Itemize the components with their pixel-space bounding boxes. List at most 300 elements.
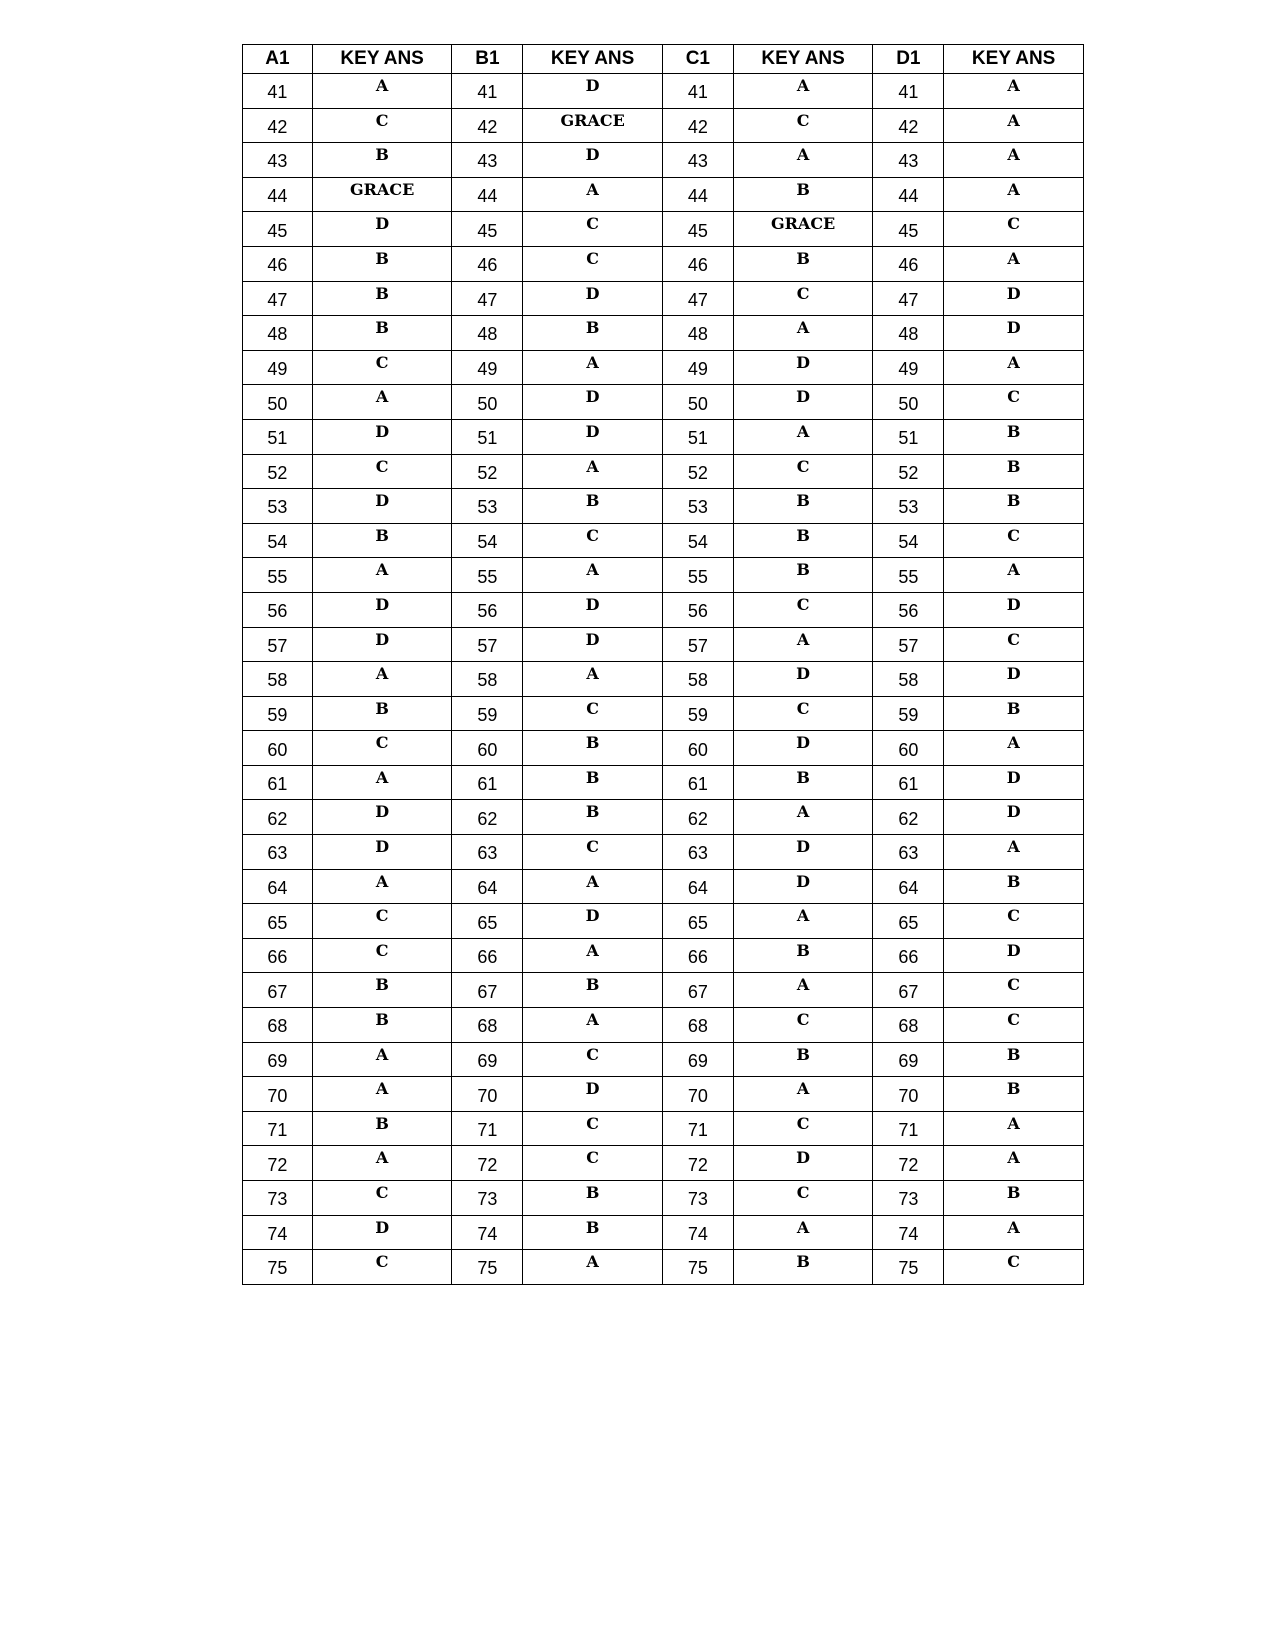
- answer-key-cell: D: [312, 627, 452, 662]
- question-number-cell: 58: [873, 662, 944, 697]
- header-row: [243, 45, 1084, 74]
- table-row: [243, 108, 1084, 143]
- answer-key-cell: C: [733, 1008, 873, 1043]
- answer-key-cell: D: [312, 489, 452, 524]
- answer-key-cell: A: [944, 1215, 1084, 1250]
- answer-key-cell: B: [523, 1215, 663, 1250]
- answer-key-cell: C: [944, 904, 1084, 939]
- question-number-cell: 59: [452, 696, 523, 731]
- question-number-cell: 59: [243, 696, 313, 731]
- answer-key-cell: D: [944, 938, 1084, 973]
- question-number-cell: 61: [662, 765, 733, 800]
- answer-key-cell: B: [523, 731, 663, 766]
- table-row: [243, 592, 1084, 627]
- question-number-cell: 46: [662, 246, 733, 281]
- table-row: [243, 938, 1084, 973]
- answer-key-cell: B: [523, 973, 663, 1008]
- question-number-cell: 67: [243, 973, 313, 1008]
- question-number-cell: 43: [662, 143, 733, 178]
- question-number-cell: 45: [873, 212, 944, 247]
- answer-key-cell: A: [312, 1146, 452, 1181]
- question-number-cell: 63: [873, 835, 944, 870]
- question-number-cell: 58: [662, 662, 733, 697]
- question-number-cell: 42: [873, 108, 944, 143]
- question-number-cell: 52: [662, 454, 733, 489]
- table-row: [243, 1181, 1084, 1216]
- question-number-cell: 41: [243, 74, 313, 109]
- table-row: [243, 350, 1084, 385]
- question-number-cell: 55: [873, 558, 944, 593]
- question-number-cell: 52: [452, 454, 523, 489]
- answer-key-cell: GRACE: [523, 108, 663, 143]
- question-number-cell: 54: [243, 523, 313, 558]
- question-number-cell: 45: [662, 212, 733, 247]
- answer-key-cell: D: [523, 74, 663, 109]
- set-d1-key-header: KEY ANS: [944, 45, 1084, 74]
- answer-key-cell: B: [523, 765, 663, 800]
- answer-key-cell: C: [312, 938, 452, 973]
- answer-key-cell: A: [944, 1146, 1084, 1181]
- answer-key-cell: B: [312, 246, 452, 281]
- answer-key-cell: D: [312, 592, 452, 627]
- question-number-cell: 48: [243, 316, 313, 351]
- question-number-cell: 68: [452, 1008, 523, 1043]
- question-number-cell: 63: [662, 835, 733, 870]
- question-number-cell: 45: [452, 212, 523, 247]
- answer-key-cell: C: [733, 696, 873, 731]
- answer-key-cell: A: [944, 143, 1084, 178]
- question-number-cell: 69: [243, 1042, 313, 1077]
- question-number-cell: 51: [662, 419, 733, 454]
- question-number-cell: 58: [243, 662, 313, 697]
- table-row: [243, 523, 1084, 558]
- question-number-cell: 50: [873, 385, 944, 420]
- answer-key-cell: D: [523, 627, 663, 662]
- question-number-cell: 73: [452, 1181, 523, 1216]
- table-row: [243, 869, 1084, 904]
- answer-key-cell: A: [944, 74, 1084, 109]
- table-row: [243, 1042, 1084, 1077]
- answer-key-cell: B: [733, 938, 873, 973]
- answer-key-cell: B: [312, 1111, 452, 1146]
- question-number-cell: 52: [873, 454, 944, 489]
- answer-key-cell: D: [733, 731, 873, 766]
- answer-key-cell: A: [733, 74, 873, 109]
- answer-key-cell: B: [523, 316, 663, 351]
- answer-key-cell: A: [523, 454, 663, 489]
- question-number-cell: 64: [662, 869, 733, 904]
- answer-key-cell: C: [944, 627, 1084, 662]
- table-row: [243, 246, 1084, 281]
- answer-key-cell: C: [944, 385, 1084, 420]
- question-number-cell: 66: [873, 938, 944, 973]
- answer-key-cell: B: [312, 143, 452, 178]
- answer-key-cell: B: [523, 800, 663, 835]
- question-number-cell: 59: [662, 696, 733, 731]
- answer-key-cell: D: [312, 835, 452, 870]
- question-number-cell: 54: [662, 523, 733, 558]
- answer-key-cell: B: [733, 523, 873, 558]
- answer-key-cell: A: [312, 662, 452, 697]
- question-number-cell: 70: [873, 1077, 944, 1112]
- question-number-cell: 67: [662, 973, 733, 1008]
- answer-key-cell: B: [733, 246, 873, 281]
- question-number-cell: 48: [452, 316, 523, 351]
- answer-key-table: [242, 44, 1084, 1285]
- answer-key-cell: A: [733, 316, 873, 351]
- answer-key-cell: C: [944, 523, 1084, 558]
- answer-key-cell: A: [733, 419, 873, 454]
- answer-key-cell: D: [523, 592, 663, 627]
- answer-key-cell: B: [944, 1042, 1084, 1077]
- table-row: [243, 1215, 1084, 1250]
- question-number-cell: 57: [452, 627, 523, 662]
- question-number-cell: 67: [873, 973, 944, 1008]
- question-number-cell: 56: [452, 592, 523, 627]
- answer-key-cell: D: [523, 281, 663, 316]
- question-number-cell: 73: [243, 1181, 313, 1216]
- question-number-cell: 53: [452, 489, 523, 524]
- answer-key-cell: D: [523, 385, 663, 420]
- table-row: [243, 489, 1084, 524]
- question-number-cell: 56: [873, 592, 944, 627]
- answer-key-cell: A: [733, 904, 873, 939]
- question-number-cell: 75: [662, 1250, 733, 1285]
- question-number-cell: 57: [243, 627, 313, 662]
- table-row: [243, 904, 1084, 939]
- question-number-cell: 64: [873, 869, 944, 904]
- question-number-cell: 43: [452, 143, 523, 178]
- question-number-cell: 66: [662, 938, 733, 973]
- table-row: [243, 385, 1084, 420]
- answer-key-cell: A: [733, 800, 873, 835]
- table-row: [243, 316, 1084, 351]
- answer-key-cell: D: [944, 592, 1084, 627]
- answer-key-cell: C: [944, 973, 1084, 1008]
- question-number-cell: 69: [662, 1042, 733, 1077]
- answer-key-cell: A: [944, 177, 1084, 212]
- question-number-cell: 44: [662, 177, 733, 212]
- question-number-cell: 69: [452, 1042, 523, 1077]
- table-row: [243, 627, 1084, 662]
- question-number-cell: 61: [243, 765, 313, 800]
- question-number-cell: 45: [243, 212, 313, 247]
- answer-key-cell: C: [312, 731, 452, 766]
- question-number-cell: 43: [873, 143, 944, 178]
- answer-key-cell: A: [944, 1111, 1084, 1146]
- answer-key-cell: A: [523, 558, 663, 593]
- question-number-cell: 56: [662, 592, 733, 627]
- answer-key-cell: C: [312, 1250, 452, 1285]
- answer-key-cell: A: [733, 1215, 873, 1250]
- answer-key-cell: A: [523, 1250, 663, 1285]
- question-number-cell: 49: [243, 350, 313, 385]
- table-row: [243, 800, 1084, 835]
- answer-key-cell: C: [733, 1181, 873, 1216]
- answer-key-cell: A: [944, 835, 1084, 870]
- answer-key-cell: A: [523, 177, 663, 212]
- question-number-cell: 43: [243, 143, 313, 178]
- question-number-cell: 68: [243, 1008, 313, 1043]
- set-c1-header: C1: [662, 45, 733, 74]
- question-number-cell: 75: [452, 1250, 523, 1285]
- question-number-cell: 72: [243, 1146, 313, 1181]
- question-number-cell: 50: [662, 385, 733, 420]
- question-number-cell: 68: [873, 1008, 944, 1043]
- answer-key-cell: D: [733, 835, 873, 870]
- table-row: [243, 731, 1084, 766]
- question-number-cell: 42: [662, 108, 733, 143]
- answer-key-cell: B: [523, 489, 663, 524]
- answer-key-cell: C: [312, 108, 452, 143]
- question-number-cell: 53: [873, 489, 944, 524]
- question-number-cell: 71: [662, 1111, 733, 1146]
- question-number-cell: 62: [243, 800, 313, 835]
- question-number-cell: 65: [873, 904, 944, 939]
- question-number-cell: 72: [873, 1146, 944, 1181]
- question-number-cell: 61: [873, 765, 944, 800]
- table-row: [243, 281, 1084, 316]
- question-number-cell: 49: [873, 350, 944, 385]
- question-number-cell: 47: [452, 281, 523, 316]
- table-row: [243, 74, 1084, 109]
- question-number-cell: 44: [243, 177, 313, 212]
- question-number-cell: 55: [243, 558, 313, 593]
- question-number-cell: 68: [662, 1008, 733, 1043]
- answer-key-cell: D: [944, 281, 1084, 316]
- question-number-cell: 60: [452, 731, 523, 766]
- answer-key-cell: B: [944, 1077, 1084, 1112]
- answer-key-cell: B: [944, 419, 1084, 454]
- question-number-cell: 51: [243, 419, 313, 454]
- question-number-cell: 57: [662, 627, 733, 662]
- answer-key-cell: A: [944, 731, 1084, 766]
- answer-key-cell: A: [523, 869, 663, 904]
- answer-key-cell: C: [523, 212, 663, 247]
- question-number-cell: 55: [662, 558, 733, 593]
- answer-key-cell: A: [312, 1042, 452, 1077]
- answer-key-cell: C: [523, 1111, 663, 1146]
- question-number-cell: 65: [243, 904, 313, 939]
- question-number-cell: 46: [873, 246, 944, 281]
- answer-key-cell: D: [312, 212, 452, 247]
- table-row: [243, 177, 1084, 212]
- answer-key-cell: C: [312, 454, 452, 489]
- answer-key-cell: D: [733, 869, 873, 904]
- answer-key-cell: D: [312, 1215, 452, 1250]
- question-number-cell: 41: [873, 74, 944, 109]
- question-number-cell: 44: [452, 177, 523, 212]
- answer-key-cell: D: [523, 419, 663, 454]
- answer-key-cell: C: [523, 835, 663, 870]
- question-number-cell: 58: [452, 662, 523, 697]
- answer-key-cell: GRACE: [312, 177, 452, 212]
- answer-key-cell: B: [733, 489, 873, 524]
- answer-key-cell: B: [944, 489, 1084, 524]
- table-row: [243, 1146, 1084, 1181]
- answer-key-cell: A: [312, 765, 452, 800]
- table-row: [243, 765, 1084, 800]
- question-number-cell: 57: [873, 627, 944, 662]
- question-number-cell: 53: [243, 489, 313, 524]
- answer-key-cell: A: [312, 558, 452, 593]
- question-number-cell: 66: [243, 938, 313, 973]
- question-number-cell: 48: [662, 316, 733, 351]
- question-number-cell: 49: [662, 350, 733, 385]
- question-number-cell: 65: [662, 904, 733, 939]
- answer-key-cell: B: [312, 523, 452, 558]
- answer-key-cell: C: [523, 523, 663, 558]
- table-row: [243, 662, 1084, 697]
- answer-key-cell: B: [944, 1181, 1084, 1216]
- question-number-cell: 70: [662, 1077, 733, 1112]
- answer-key-cell: A: [312, 74, 452, 109]
- answer-key-cell: C: [733, 454, 873, 489]
- question-number-cell: 72: [452, 1146, 523, 1181]
- question-number-cell: 62: [662, 800, 733, 835]
- table-row: [243, 696, 1084, 731]
- table-row: [243, 419, 1084, 454]
- question-number-cell: 42: [452, 108, 523, 143]
- answer-key-cell: B: [312, 973, 452, 1008]
- answer-key-cell: B: [733, 1042, 873, 1077]
- question-number-cell: 47: [243, 281, 313, 316]
- answer-key-cell: D: [733, 385, 873, 420]
- question-number-cell: 54: [452, 523, 523, 558]
- question-number-cell: 42: [243, 108, 313, 143]
- question-number-cell: 50: [452, 385, 523, 420]
- answer-key-cell: C: [523, 246, 663, 281]
- answer-key-cell: C: [733, 281, 873, 316]
- answer-key-cell: D: [312, 800, 452, 835]
- answer-key-cell: A: [312, 869, 452, 904]
- question-number-cell: 51: [452, 419, 523, 454]
- question-number-cell: 71: [243, 1111, 313, 1146]
- question-number-cell: 74: [452, 1215, 523, 1250]
- question-number-cell: 72: [662, 1146, 733, 1181]
- table-row: [243, 1077, 1084, 1112]
- answer-key-cell: C: [523, 1146, 663, 1181]
- question-number-cell: 56: [243, 592, 313, 627]
- question-number-cell: 53: [662, 489, 733, 524]
- question-number-cell: 74: [662, 1215, 733, 1250]
- answer-key-cell: B: [312, 281, 452, 316]
- table-body: [243, 74, 1084, 1285]
- answer-key-cell: D: [523, 1077, 663, 1112]
- answer-key-cell: B: [312, 1008, 452, 1043]
- set-a1-header: A1: [243, 45, 313, 74]
- question-number-cell: 70: [452, 1077, 523, 1112]
- answer-key-cell: A: [312, 385, 452, 420]
- question-number-cell: 66: [452, 938, 523, 973]
- answer-key-cell: C: [523, 1042, 663, 1077]
- answer-key-cell: A: [944, 108, 1084, 143]
- set-a1-key-header: KEY ANS: [312, 45, 452, 74]
- table-row: [243, 212, 1084, 247]
- question-number-cell: 44: [873, 177, 944, 212]
- question-number-cell: 65: [452, 904, 523, 939]
- answer-key-cell: A: [733, 1077, 873, 1112]
- question-number-cell: 47: [662, 281, 733, 316]
- question-number-cell: 75: [243, 1250, 313, 1285]
- answer-key-cell: B: [944, 454, 1084, 489]
- answer-key-cell: D: [733, 662, 873, 697]
- question-number-cell: 41: [662, 74, 733, 109]
- answer-key-cell: C: [523, 696, 663, 731]
- answer-key-cell: D: [944, 765, 1084, 800]
- answer-key-cell: D: [523, 143, 663, 178]
- question-number-cell: 49: [452, 350, 523, 385]
- question-number-cell: 64: [243, 869, 313, 904]
- table-row: [243, 558, 1084, 593]
- question-number-cell: 63: [452, 835, 523, 870]
- question-number-cell: 67: [452, 973, 523, 1008]
- answer-key-cell: C: [312, 1181, 452, 1216]
- question-number-cell: 46: [452, 246, 523, 281]
- question-number-cell: 47: [873, 281, 944, 316]
- question-number-cell: 60: [873, 731, 944, 766]
- question-number-cell: 62: [873, 800, 944, 835]
- question-number-cell: 74: [873, 1215, 944, 1250]
- answer-key-cell: C: [733, 592, 873, 627]
- answer-key-cell: B: [733, 1250, 873, 1285]
- answer-key-cell: C: [312, 350, 452, 385]
- answer-key-cell: D: [733, 1146, 873, 1181]
- answer-key-cell: A: [733, 973, 873, 1008]
- answer-key-cell: D: [944, 662, 1084, 697]
- answer-key-cell: B: [312, 696, 452, 731]
- question-number-cell: 55: [452, 558, 523, 593]
- answer-key-cell: C: [944, 1250, 1084, 1285]
- answer-key-cell: A: [523, 350, 663, 385]
- answer-key-cell: B: [944, 869, 1084, 904]
- table-row: [243, 1111, 1084, 1146]
- question-number-cell: 75: [873, 1250, 944, 1285]
- answer-key-cell: GRACE: [733, 212, 873, 247]
- answer-key-cell: D: [944, 316, 1084, 351]
- table-row: [243, 1008, 1084, 1043]
- answer-key-cell: B: [312, 316, 452, 351]
- question-number-cell: 70: [243, 1077, 313, 1112]
- question-number-cell: 71: [873, 1111, 944, 1146]
- answer-key-cell: D: [944, 800, 1084, 835]
- answer-key-cell: A: [944, 350, 1084, 385]
- answer-key-cell: A: [523, 938, 663, 973]
- table-row: [243, 1250, 1084, 1285]
- set-b1-key-header: KEY ANS: [523, 45, 663, 74]
- question-number-cell: 48: [873, 316, 944, 351]
- answer-key-cell: B: [733, 765, 873, 800]
- answer-key-cell: A: [733, 627, 873, 662]
- answer-key-cell: C: [312, 904, 452, 939]
- question-number-cell: 73: [662, 1181, 733, 1216]
- set-b1-header: B1: [452, 45, 523, 74]
- table-row: [243, 454, 1084, 489]
- answer-key-cell: B: [944, 696, 1084, 731]
- answer-key-cell: B: [733, 177, 873, 212]
- question-number-cell: 54: [873, 523, 944, 558]
- answer-key-cell: A: [944, 246, 1084, 281]
- answer-key-cell: B: [523, 1181, 663, 1216]
- question-number-cell: 69: [873, 1042, 944, 1077]
- answer-key-cell: A: [944, 558, 1084, 593]
- answer-key-cell: D: [733, 350, 873, 385]
- question-number-cell: 74: [243, 1215, 313, 1250]
- question-number-cell: 41: [452, 74, 523, 109]
- answer-key-cell: C: [944, 1008, 1084, 1043]
- set-c1-key-header: KEY ANS: [733, 45, 873, 74]
- question-number-cell: 60: [243, 731, 313, 766]
